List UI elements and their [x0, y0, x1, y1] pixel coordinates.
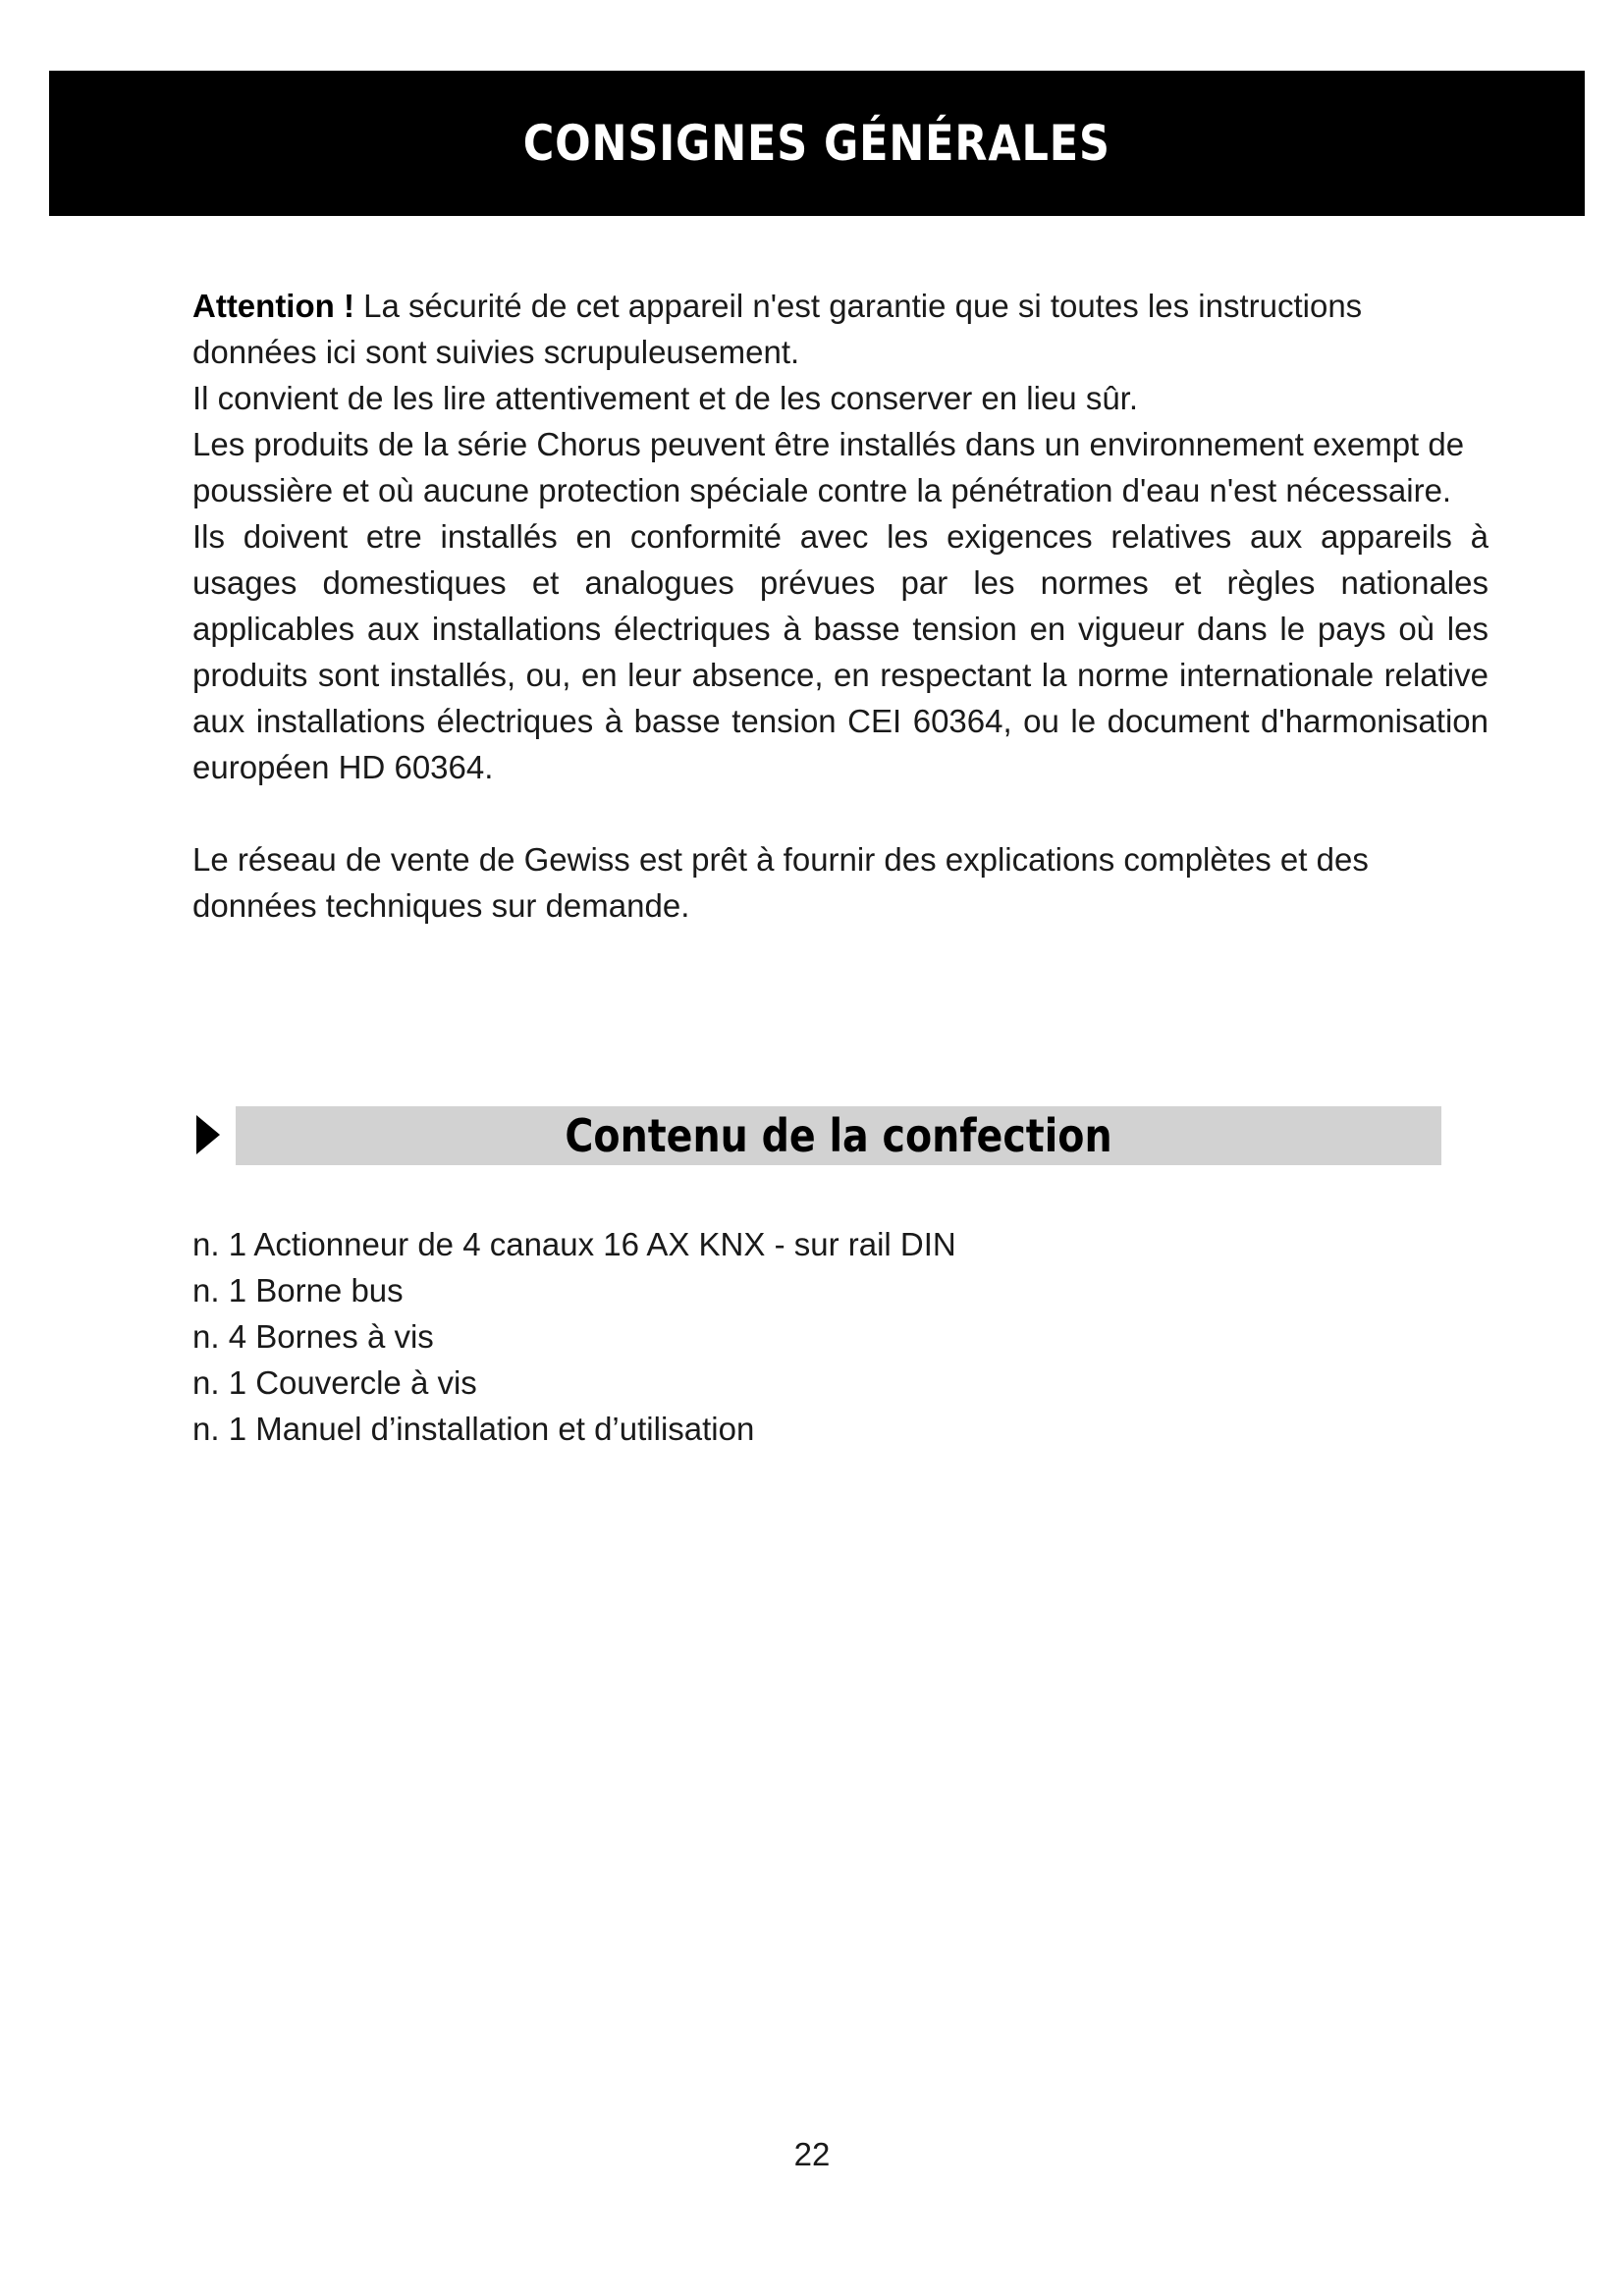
attention-label: Attention ! — [192, 288, 354, 324]
page-number: 22 — [793, 2136, 831, 2172]
page-title: CONSIGNES GÉNÉRALES — [522, 115, 1111, 172]
contents-section-header — [236, 1106, 1441, 1165]
list-item: n. 1 Couvercle à vis — [192, 1364, 477, 1401]
intro-text-block — [192, 283, 1489, 790]
list-item: n. 1 Actionneur de 4 canaux 16 AX KNX - sur rail DIN — [192, 1226, 956, 1262]
environment-instruction: Les produits de la série Chorus peuvent être installés dans un environnement exempt de poussière et où aucune protection spéciale contre la pénétration d'eau n'est nécessaire. — [192, 426, 1465, 508]
sales-network-text: Le réseau de vente de Gewiss est prêt à fournir des explications complètes et des données techniques sur demande. — [192, 841, 1369, 924]
sales-network-block — [192, 836, 1489, 929]
list-item: n. 4 Bornes à vis — [192, 1318, 434, 1355]
section-header-bar — [49, 71, 1585, 216]
list-item: n. 1 Manuel d’installation et d’utilisation — [192, 1411, 755, 1447]
attention-text: La sécurité de cet appareil n'est garantie que si toutes les instructions données ici sont suivies scrupuleusement. — [192, 288, 1363, 370]
compliance-instruction: Ils doivent etre installés en conformité avec les exigences relatives aux appareils à usages domestiques et analogues prévues par les normes et règles nationales applicables aux installations électriques à basse tension en vigueur dans le pays où les produits sont installés, ou, en leur absence, en respectant la norme internationale relative aux installations électriques à basse tension CEI 60364, ou le document d'harmonisation européen HD 60364. — [192, 518, 1489, 785]
package-contents-list — [192, 1221, 956, 1452]
triangle-bullet-icon — [196, 1115, 220, 1154]
storage-instruction: Il convient de les lire attentivement et de les conserver en lieu sûr. — [192, 380, 1139, 416]
attention-paragraph — [192, 283, 1489, 375]
list-item: n. 1 Borne bus — [192, 1272, 404, 1308]
contents-section-title: Contenu de la confection — [565, 1109, 1112, 1162]
